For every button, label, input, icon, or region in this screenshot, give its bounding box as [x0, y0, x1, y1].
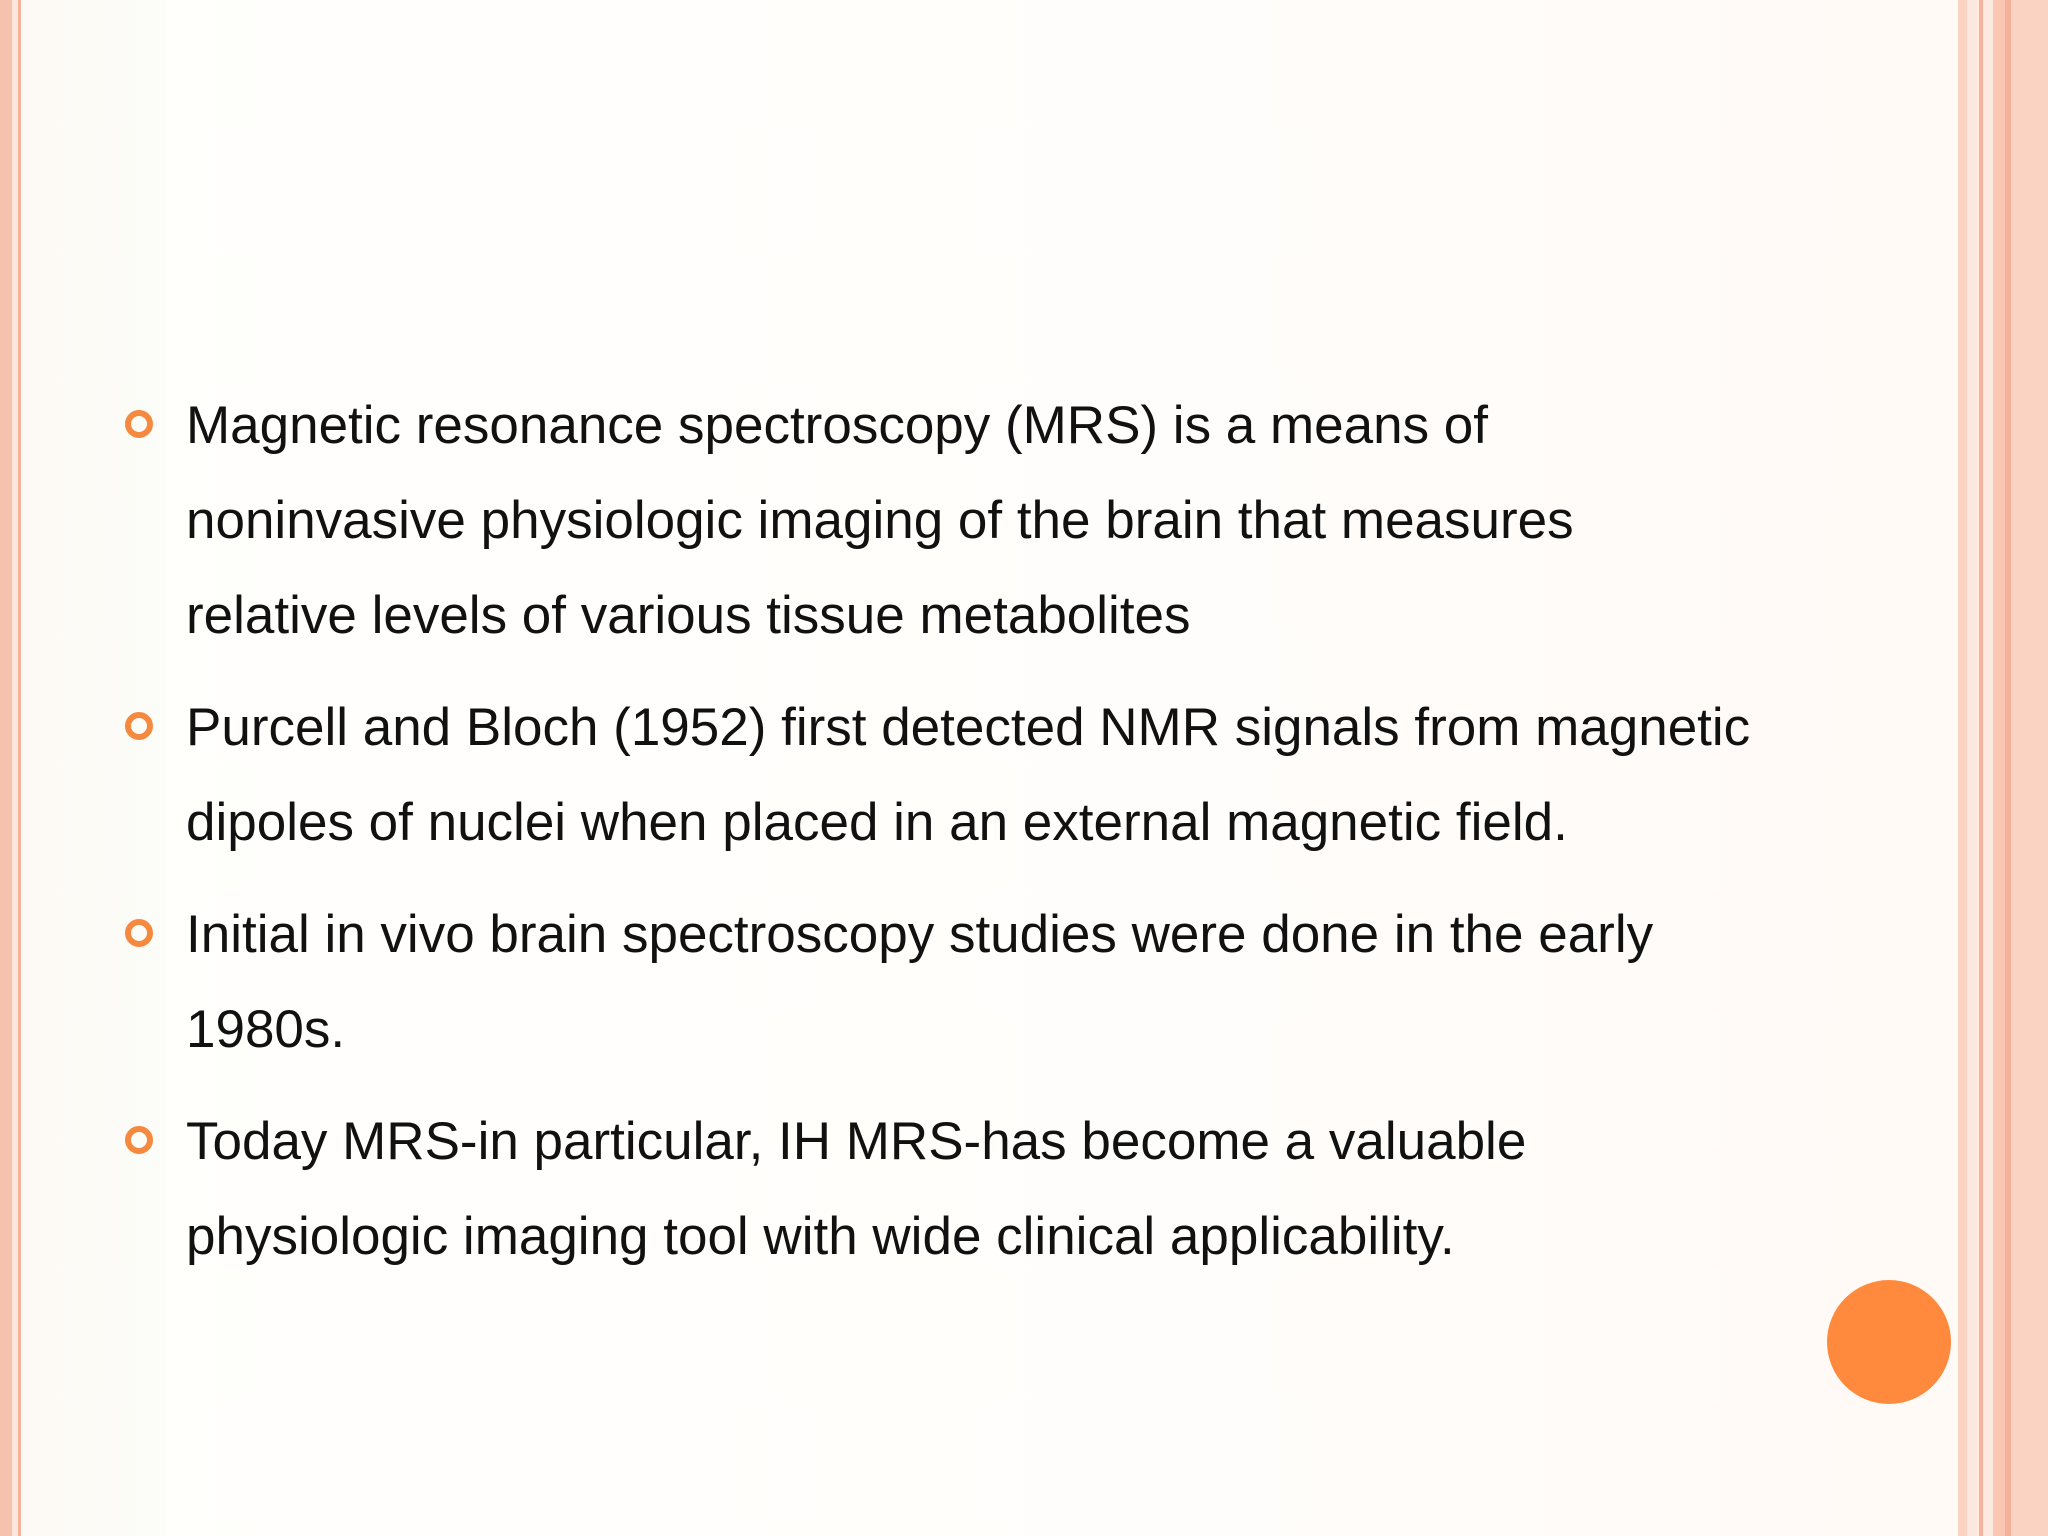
bullet-item: [118, 378, 1758, 663]
right-border-stripe: [1993, 0, 2005, 1536]
left-border: [0, 0, 12, 1536]
bullet-item: [118, 887, 1758, 1077]
circle-bullet-icon: [125, 1126, 153, 1154]
bullet-list: [118, 378, 1758, 1301]
bullet-item: [118, 680, 1758, 870]
right-border-stripe: [1958, 0, 1967, 1536]
circle-bullet-icon: [125, 410, 153, 438]
right-border-stripe: [1967, 0, 1979, 1536]
bullet-text: Initial in vivo brain spectroscopy studies were done in the early 1980s.: [186, 905, 1654, 1059]
bullet-text: Magnetic resonance spectroscopy (MRS) is a means of noninvasive physiologic imaging of the brain that measures relative levels of various tissue metabolites: [186, 396, 1574, 645]
bullet-text: Purcell and Bloch (1952) first detected NMR signals from magnetic dipoles of nuclei when placed in an external magnetic field.: [186, 698, 1751, 852]
bullet-text: Today MRS-in particular, IH MRS-has become a valuable physiologic imaging tool with wide clinical applicability.: [186, 1112, 1527, 1266]
right-border-stripe: [2011, 0, 2048, 1536]
circle-bullet-icon: [125, 919, 153, 947]
decorative-circle: [1827, 1280, 1951, 1404]
circle-bullet-icon: [125, 712, 153, 740]
bullet-item: [118, 1094, 1758, 1284]
right-border-stripe: [1983, 0, 1993, 1536]
